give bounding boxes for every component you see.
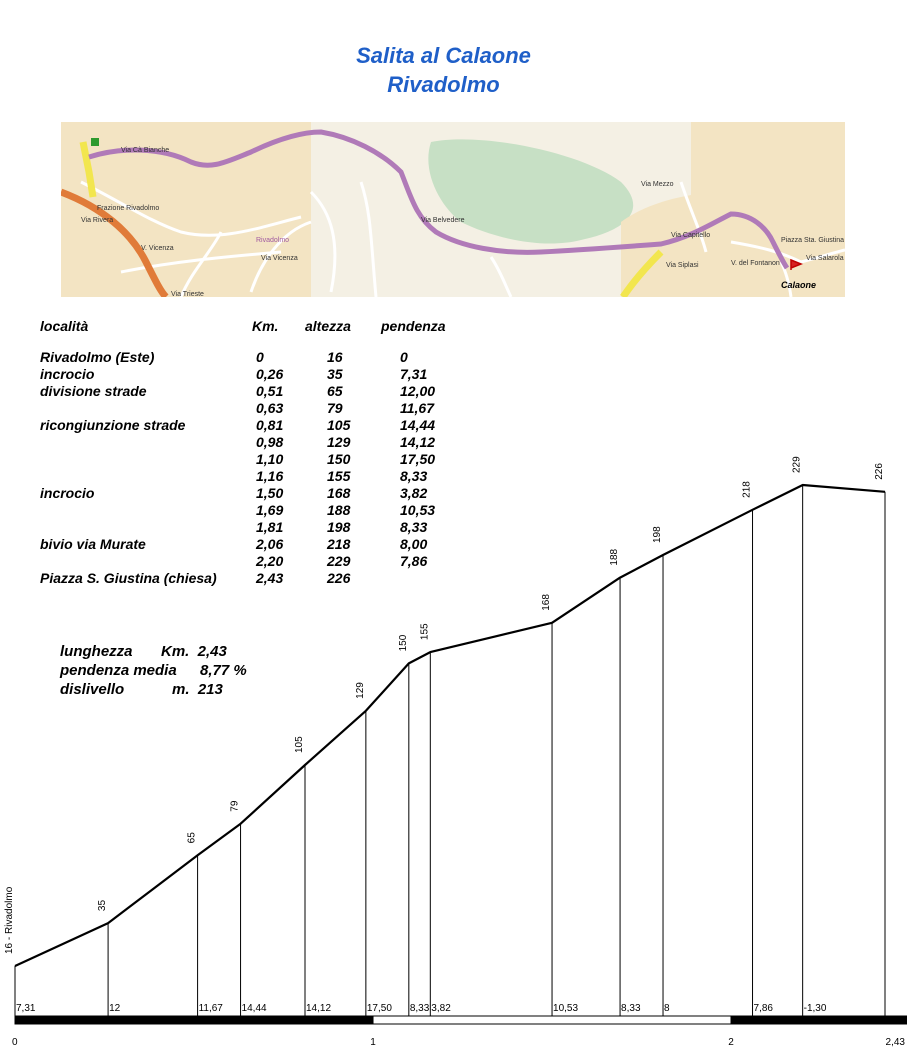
table-cell: 168: [327, 485, 351, 501]
map-label: Rivadolmo: [256, 237, 290, 244]
map-label: V. Vicenza: [141, 245, 174, 252]
table-cell: 129: [327, 434, 351, 450]
table-cell: 0,81: [256, 417, 284, 433]
elevation-label: 105: [294, 736, 305, 754]
table-cell: 1,81: [256, 519, 284, 535]
summary-lunghezza-label: lunghezza: [60, 643, 133, 660]
map-label: Via Belvedere: [421, 217, 465, 224]
map-label: Piazza Sta. Giustina: [781, 237, 845, 244]
summary-dislivello-value: m. 213: [172, 681, 223, 698]
gradient-label: 3,82: [431, 1003, 451, 1014]
table-cell: 8,33: [400, 468, 428, 484]
map-label: Via Mezzo: [641, 181, 674, 188]
table-cell: 0,51: [256, 383, 284, 399]
table-cell: 11,67: [400, 400, 434, 416]
gradient-label: 17,50: [366, 1003, 392, 1014]
table-cell: 8,33: [400, 519, 428, 535]
gradient-label: 8,33: [621, 1003, 641, 1014]
km-scale-segment: [15, 1016, 373, 1024]
table-cell: 2,20: [256, 553, 284, 569]
table-cell: 1,69: [256, 502, 284, 518]
elevation-label: 229: [791, 456, 803, 473]
elevation-label: 188: [609, 548, 621, 566]
gradient-label: 8,33: [409, 1003, 430, 1014]
x-tick-label: 1: [370, 1037, 376, 1048]
table-cell: 7,86: [400, 553, 428, 569]
elevation-label: 218: [741, 481, 753, 498]
elevation-label: 155: [419, 623, 431, 641]
map-label: Via Cà Bianche: [121, 147, 170, 154]
table-cell: 198: [327, 519, 351, 535]
table-cell: 0,26: [256, 366, 284, 382]
x-tick-label: 2: [728, 1037, 734, 1048]
elevation-label: 79: [229, 800, 241, 812]
elevation-label: 65: [186, 832, 198, 844]
table-cell: Rivadolmo (Este): [40, 349, 155, 365]
gradient-label: 7,86: [753, 1003, 773, 1014]
table-cell: 1,10: [256, 451, 284, 467]
table-cell: divisione strade: [40, 383, 147, 399]
km-scale-segment: [731, 1016, 907, 1024]
table-header-pendenza: pendenza: [381, 318, 446, 334]
subtitle: Rivadolmo: [387, 72, 500, 97]
table-cell: 16: [327, 349, 343, 365]
gradient-label: 14,12: [306, 1003, 332, 1014]
table-cell: 150: [327, 451, 351, 467]
table-cell: 188: [327, 502, 351, 518]
map-label: Via Vicenza: [261, 255, 298, 262]
elevation-label: 150: [397, 634, 409, 652]
x-tick-label: 2,43: [885, 1037, 905, 1048]
elevation-label: 16 - Rivadolmo: [4, 886, 15, 954]
table-cell: 218: [327, 536, 351, 552]
table-cell: 35: [327, 366, 343, 382]
map-label: V. del Fontanon: [731, 260, 780, 267]
table-cell: 7,31: [400, 366, 428, 382]
map-label: Via Capitello: [671, 232, 711, 239]
table-cell: bivio via Murate: [40, 536, 146, 552]
route-map: [61, 122, 845, 297]
gradient-label: 12: [109, 1003, 121, 1014]
table-cell: 2,43: [256, 570, 284, 586]
table-cell: 0: [256, 349, 264, 365]
table-cell: 226: [327, 570, 351, 586]
table-cell: 0,98: [256, 434, 284, 450]
table-cell: 10,53: [400, 502, 436, 518]
table-cell: 2,06: [256, 536, 284, 552]
map-label: Via Salarola: [806, 255, 844, 262]
table-cell: 229: [327, 553, 351, 569]
map-label: Frazione Rivadolmo: [97, 205, 160, 212]
gradient-label: 7,31: [16, 1003, 36, 1014]
table-cell: Piazza S. Giustina (chiesa): [40, 570, 217, 586]
table-cell: 14,12: [400, 434, 436, 450]
summary-pendenza-value: 8,77 %: [200, 662, 247, 679]
table-cell: ricongiunzione strade: [40, 417, 186, 433]
table-cell: 3,82: [400, 485, 428, 501]
table-cell: incrocio: [40, 485, 95, 501]
table-cell: 65: [327, 383, 343, 399]
elevation-label: 168: [541, 594, 553, 611]
km-scale-segment: [373, 1016, 731, 1024]
elevation-label: 226: [874, 463, 885, 480]
table-cell: incrocio: [40, 366, 95, 382]
elevation-label: 35: [97, 899, 109, 912]
table-cell: 1,50: [256, 485, 284, 501]
table-cell: [40, 400, 217, 417]
summary-lunghezza-value: Km. 2,43: [161, 643, 227, 660]
map-label: Via Siplasi: [666, 262, 699, 269]
table-cell: 0: [400, 349, 408, 365]
gradient-label: 8: [664, 1003, 670, 1014]
table-cell: 17,50: [400, 451, 436, 467]
summary-dislivello-label: dislivello: [60, 681, 125, 698]
table-cell: 155: [327, 468, 351, 484]
gradient-label: 11,67: [198, 1003, 223, 1014]
elevation-label: 198: [652, 526, 664, 544]
table-cell: 14,44: [400, 417, 436, 433]
table-header-altezza: altezza: [305, 318, 351, 334]
table-cell: 12,00: [400, 383, 436, 399]
gradient-label: 14,44: [241, 1003, 267, 1014]
elevation-profile-line: [15, 485, 885, 966]
x-tick-label: 0: [12, 1037, 18, 1048]
map-label-calaone: Calaone: [781, 280, 817, 290]
table-cell: 79: [327, 400, 343, 416]
summary-pendenza-label: pendenza media: [60, 662, 177, 679]
map-label: Via Rivera: [81, 217, 114, 224]
gradient-label: -1,30: [803, 1003, 827, 1014]
elevation-label: 129: [354, 682, 366, 699]
table-header-km: Km.: [252, 318, 279, 334]
gradient-label: 10,53: [553, 1003, 579, 1014]
map-label: Via Trieste: [171, 291, 204, 297]
title: Salita al Calaone: [356, 43, 531, 68]
table-cell: 0,63: [256, 400, 284, 416]
table-cell: 1,16: [256, 468, 284, 484]
elevation-profile-chart: [0, 440, 907, 1061]
table-cell: 8,00: [400, 536, 428, 552]
map-start-marker: [91, 138, 99, 146]
table-header-localita: località: [40, 318, 89, 334]
table-cell: 105: [327, 417, 351, 433]
